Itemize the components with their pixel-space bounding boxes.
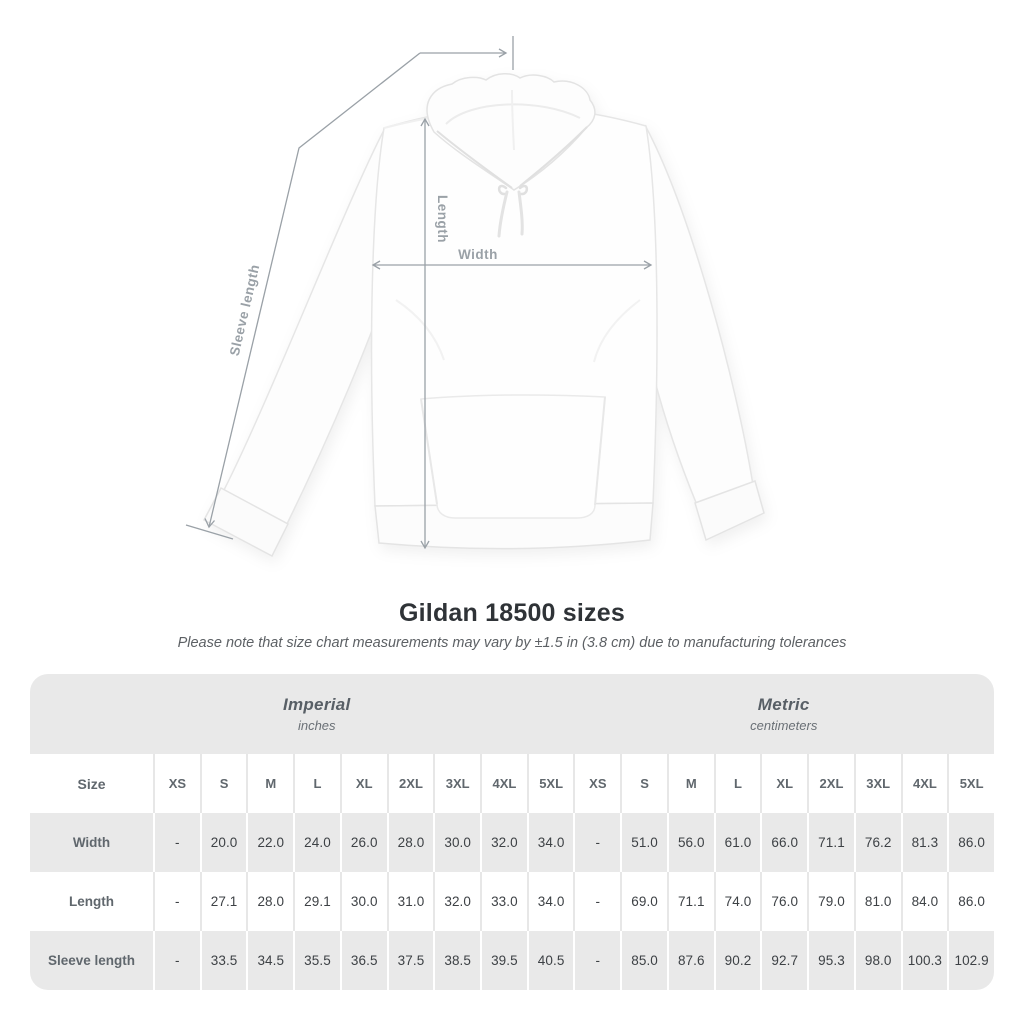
size-header-imperial: 5XL [527,754,574,813]
metric-sublabel: centimeters [750,718,818,733]
value-cell-metric: 71.1 [667,872,714,931]
value-cell-imperial: 34.0 [527,872,574,931]
size-header-imperial: XS [153,754,200,813]
value-cell-imperial: 35.5 [293,931,340,990]
size-header-imperial: 2XL [387,754,434,813]
size-header-imperial: S [200,754,247,813]
value-cell-imperial: 32.0 [480,813,527,872]
value-cell-imperial: 22.0 [246,813,293,872]
size-header-metric: 5XL [947,754,994,813]
value-cell-metric: 95.3 [807,931,854,990]
value-cell-metric: 90.2 [714,931,761,990]
value-cell-metric: 61.0 [714,813,761,872]
size-header-imperial: M [246,754,293,813]
value-cell-imperial: 33.0 [480,872,527,931]
value-cell-metric: 71.1 [807,813,854,872]
value-cell-imperial: 28.0 [246,872,293,931]
value-cell-imperial: 34.5 [246,931,293,990]
metric-label: Metric [757,695,810,714]
size-column-header: Size [30,754,153,813]
value-cell-metric: 84.0 [901,872,948,931]
value-cell-metric: - [573,872,620,931]
size-header-metric: 4XL [901,754,948,813]
value-cell-metric: 100.3 [901,931,948,990]
value-cell-metric: 85.0 [620,931,667,990]
size-header-imperial: 3XL [433,754,480,813]
value-cell-imperial: 38.5 [433,931,480,990]
value-cell-imperial: 24.0 [293,813,340,872]
value-cell-metric: 81.3 [901,813,948,872]
value-cell-imperial: 37.5 [387,931,434,990]
value-cell-metric: 51.0 [620,813,667,872]
value-cell-metric: 86.0 [947,813,994,872]
value-cell-metric: 87.6 [667,931,714,990]
value-cell-imperial: 40.5 [527,931,574,990]
value-cell-metric: 86.0 [947,872,994,931]
value-cell-imperial: 30.0 [433,813,480,872]
value-cell-imperial: 28.0 [387,813,434,872]
size-header-imperial: L [293,754,340,813]
value-cell-imperial: 33.5 [200,931,247,990]
size-header-metric: 2XL [807,754,854,813]
size-header-imperial: 4XL [480,754,527,813]
size-header-metric: S [620,754,667,813]
imperial-label: Imperial [282,695,351,714]
value-cell-imperial: 39.5 [480,931,527,990]
size-header-imperial: XL [340,754,387,813]
imperial-sublabel: inches [297,718,336,733]
page-subtitle: Please note that size chart measurements may vary by ±1.5 in (3.8 cm) due to manufacturing tolerances [177,635,847,651]
value-cell-imperial: 31.0 [387,872,434,931]
hoodie-pocket [421,395,605,518]
hoodie-garment [204,74,764,556]
value-cell-imperial: 32.0 [433,872,480,931]
value-cell-imperial: 20.0 [200,813,247,872]
value-cell-metric: 74.0 [714,872,761,931]
value-cell-metric: 92.7 [760,931,807,990]
size-header-metric: XS [573,754,620,813]
value-cell-imperial: 34.0 [527,813,574,872]
size-header-metric: L [714,754,761,813]
size-table-grid [30,674,994,990]
value-cell-imperial: 26.0 [340,813,387,872]
value-cell-imperial: 29.1 [293,872,340,931]
value-cell-imperial: 27.1 [200,872,247,931]
unit-group-imperial [30,674,573,754]
value-cell-metric: 76.2 [854,813,901,872]
value-cell-metric: 56.0 [667,813,714,872]
size-header-metric: XL [760,754,807,813]
value-cell-metric: 81.0 [854,872,901,931]
unit-group-metric [573,674,994,754]
value-cell-imperial: - [153,872,200,931]
value-cell-imperial: 36.5 [340,931,387,990]
size-header-metric: 3XL [854,754,901,813]
width-label: Width [458,247,498,262]
size-header-metric: M [667,754,714,813]
row-label: Width [30,813,153,872]
value-cell-metric: 98.0 [854,931,901,990]
hoodie-left-sleeve [224,130,394,526]
row-label: Length [30,872,153,931]
value-cell-imperial: - [153,931,200,990]
sleeve-length-label: Sleeve length [226,262,263,358]
value-cell-metric: 76.0 [760,872,807,931]
value-cell-metric: 79.0 [807,872,854,931]
length-label: Length [435,195,450,243]
page-title: Gildan 18500 sizes [399,599,625,627]
value-cell-metric: 102.9 [947,931,994,990]
value-cell-metric: - [573,931,620,990]
value-cell-imperial: - [153,813,200,872]
value-cell-metric: 69.0 [620,872,667,931]
value-cell-imperial: 30.0 [340,872,387,931]
value-cell-metric: 66.0 [760,813,807,872]
value-cell-metric: - [573,813,620,872]
row-label: Sleeve length [30,931,153,990]
